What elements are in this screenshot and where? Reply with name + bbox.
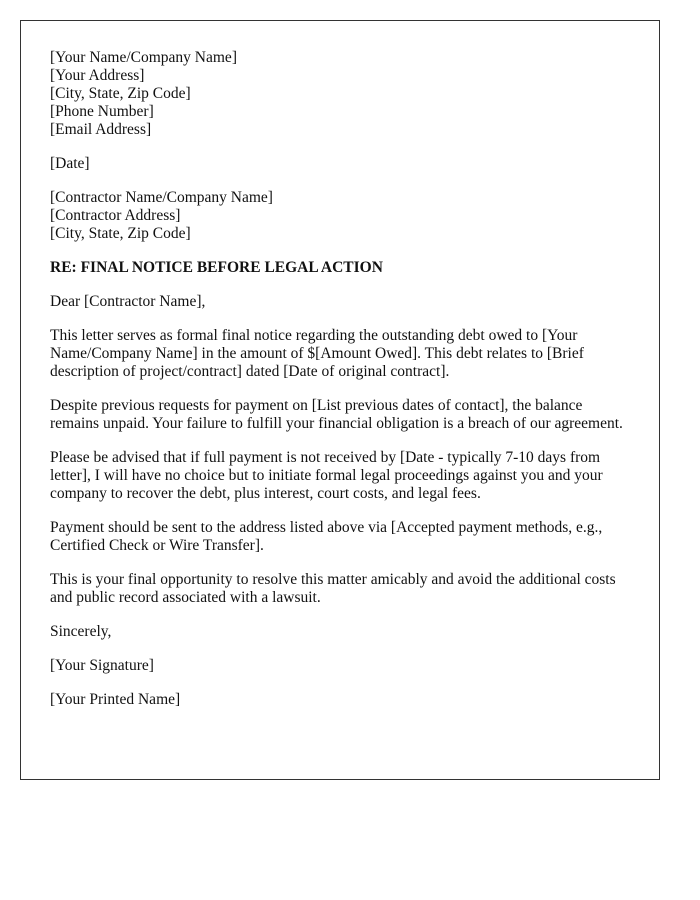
salutation: Dear [Contractor Name], — [50, 293, 206, 310]
recipient-city-state-zip: [City, State, Zip Code] — [50, 225, 191, 242]
body-paragraph-3: Please be advised that if full payment is not received by [Date - typically 7-10 days from letter], I will have no choice but to initiate formal legal proceedings against you and your company to recover the debt, plus interest, court costs, and legal fees. — [50, 449, 603, 502]
recipient-block — [50, 189, 631, 243]
sender-city-state-zip: [City, State, Zip Code] — [50, 85, 191, 102]
sender-email: [Email Address] — [50, 121, 152, 138]
body-paragraph-4: Payment should be sent to the address listed above via [Accepted payment methods, e.g., Certified Check or Wire Transfer]. — [50, 519, 603, 554]
sender-address: [Your Address] — [50, 67, 145, 84]
body-paragraph-5: This is your final opportunity to resolve this matter amicably and avoid the additional costs and public record associated with a lawsuit. — [50, 571, 616, 606]
signature-placeholder: [Your Signature] — [50, 657, 154, 674]
recipient-address: [Contractor Address] — [50, 207, 181, 224]
letter-date: [Date] — [50, 155, 90, 172]
recipient-name: [Contractor Name/Company Name] — [50, 189, 273, 206]
subject-line: RE: FINAL NOTICE BEFORE LEGAL ACTION — [50, 259, 383, 276]
sender-name: [Your Name/Company Name] — [50, 49, 237, 66]
date-block — [50, 155, 631, 173]
sender-block — [50, 49, 631, 139]
printed-name: [Your Printed Name] — [50, 691, 181, 708]
sender-phone: [Phone Number] — [50, 103, 154, 120]
letter-document — [20, 20, 660, 780]
body-paragraph-2: Despite previous requests for payment on [List previous dates of contact], the balance remains unpaid. Your failure to fulfill your financial obligation is a breach of our agreement. — [50, 397, 623, 432]
body-paragraph-1: This letter serves as formal final notice regarding the outstanding debt owed to [Your Name/Company Name] in the amount of $[Amount Owed]. This debt relates to [Brief description of project/contract] dated [Date of original contract]. — [50, 327, 584, 380]
closing: Sincerely, — [50, 623, 112, 640]
